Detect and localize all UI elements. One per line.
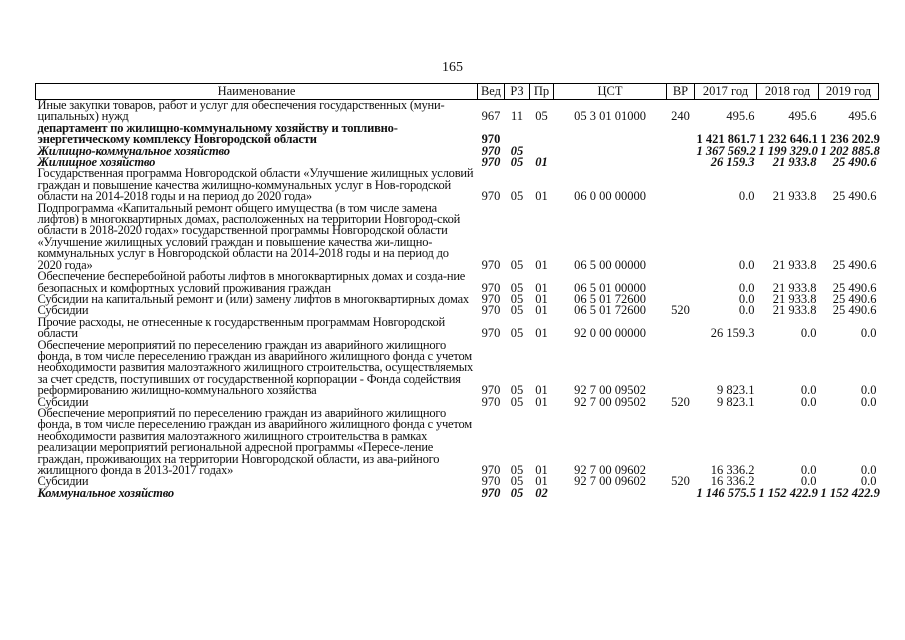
row-ved: 970 [481, 474, 501, 489]
row-ved: 970 [481, 132, 501, 147]
row-ved: 970 [481, 463, 501, 477]
row-2019: 25 490.6 [832, 280, 877, 295]
row-vr: 520 [671, 474, 690, 489]
row-ved: 970 [481, 189, 501, 204]
row-ved: 970 [481, 485, 501, 500]
row-2019: 1 152 422.9 [820, 485, 880, 500]
row-2019: 25 490.6 [832, 189, 877, 204]
row-rz: 05 [510, 257, 524, 272]
row-rz: 05 [510, 326, 524, 341]
row-rz: 05 [510, 155, 524, 170]
row-2018: 21 933.8 [772, 257, 817, 272]
row-pr: 01 [535, 189, 548, 204]
header-2017: 2017 год [695, 84, 757, 100]
row-2018: 0.0 [800, 474, 817, 489]
row-rz: 05 [510, 143, 524, 158]
header-2019: 2019 год [819, 84, 879, 100]
row-ved: 970 [481, 155, 501, 170]
table-row [36, 340, 879, 397]
row-ved: 970 [481, 394, 501, 409]
row-2019: 0.0 [860, 326, 877, 341]
row-name: Субсидии [37, 303, 89, 318]
row-pr: 01 [535, 326, 548, 341]
row-pr: 01 [535, 257, 548, 272]
row-cst: 06 0 00 00000 [574, 189, 646, 204]
row-vr [667, 408, 695, 476]
row-2018: 21 933.8 [772, 280, 817, 295]
row-vr [667, 271, 695, 294]
row-rz: 05 [510, 280, 524, 295]
header-name: Наименование [36, 84, 478, 100]
row-pr: 01 [535, 155, 548, 170]
row-rz: 05 [510, 485, 524, 500]
row-ved: 967 [481, 109, 501, 124]
table-row [36, 271, 879, 294]
row-vr [667, 157, 695, 168]
row-2017: 1 421 861.7 [696, 132, 756, 147]
row-ved: 970 [481, 291, 501, 306]
row-2019: 1 202 885.8 [820, 143, 880, 158]
row-2017: 16 336.2 [710, 474, 755, 489]
row-2018: 1 199 329.0 [758, 143, 818, 158]
row-cst: 06 5 01 72600 [574, 291, 646, 306]
header-cst: ЦСТ [554, 84, 667, 100]
row-vr [667, 317, 695, 340]
row-name: Субсидии [37, 474, 89, 489]
row-2017: 0.0 [738, 291, 755, 306]
row-2017: 0.0 [738, 189, 755, 204]
table-row [36, 123, 879, 146]
row-2017: 0.0 [738, 303, 755, 318]
row-2019: 0.0 [860, 474, 877, 489]
row-2019: 0.0 [860, 394, 877, 409]
row-vr [667, 168, 695, 202]
row-name: Подпрограмма «Капитальный ремонт общего имущества (в том числе замена лифтов) в многоквартирных домах, расположенных на территории Новгород-ской области в 2018-2020 годах» государственной программы Новгородской области «Улучшение жилищных условий граждан и повышение качества жи-лищно-коммунальных услуг в Новгородской области на 2014-2018 годы и на период до 2020 года» [37, 200, 461, 272]
page-number: 165 [442, 60, 463, 75]
row-name: Жилищно-коммунальное хозяйство [37, 143, 230, 158]
row-rz [505, 123, 530, 146]
header-2018: 2018 год [757, 84, 819, 100]
row-pr: 01 [535, 463, 548, 477]
row-2017: 9 823.1 [717, 394, 755, 409]
row-vr [667, 146, 695, 157]
row-2018: 495.6 [788, 109, 817, 124]
row-rz: 05 [510, 189, 524, 204]
row-cst [554, 488, 667, 499]
row-2019: 495.6 [848, 109, 877, 124]
row-name: Субсидии на капитальный ремонт и (или) замену лифтов в многоквартирных домах [37, 291, 469, 306]
row-ved: 970 [481, 257, 501, 272]
row-2019: 0.0 [860, 383, 877, 398]
row-pr: 01 [535, 303, 548, 318]
row-ved: 970 [481, 303, 501, 318]
row-pr: 01 [535, 394, 548, 409]
row-name: Коммунальное хозяйство [37, 485, 174, 500]
row-2018: 1 152 422.9 [758, 485, 818, 500]
row-vr: 520 [671, 303, 690, 318]
row-vr [667, 340, 695, 397]
row-rz: 05 [510, 463, 524, 477]
row-name: Государственная программа Новгородской области «Улучшение жилищных условий граждан и повышение качества жилищно-коммунальных услуг в Нов-городской области на 2014-2018 годы и на период до 2020 года» [37, 166, 474, 204]
row-2017: 16 336.2 [710, 463, 755, 477]
row-vr [667, 203, 695, 271]
row-2018: 21 933.8 [772, 291, 817, 306]
row-name: Жилищное хозяйство [37, 155, 156, 170]
row-rz: 05 [510, 383, 524, 398]
row-2018: 21 933.8 [772, 155, 817, 170]
row-2018: 21 933.8 [772, 303, 817, 318]
row-2018: 21 933.8 [772, 189, 817, 204]
row-2019: 25 490.6 [832, 303, 877, 318]
row-2019: 25 490.6 [832, 155, 877, 170]
row-name: департамент по жилищно-коммунальному хозяйству и топливно-энергетическому комплексу Новгородской области [37, 120, 398, 147]
row-2017: 26 159.3 [710, 155, 755, 170]
row-cst: 06 5 00 00000 [574, 257, 646, 272]
row-name: Субсидии [37, 394, 89, 409]
row-pr: 01 [535, 474, 548, 489]
table-row [36, 168, 879, 202]
table-row [36, 100, 879, 123]
row-rz: 05 [510, 474, 524, 489]
row-cst: 92 7 00 09502 [574, 394, 646, 409]
row-name: Обеспечение мероприятий по переселению граждан из аварийного жилищного фонда, в том числе переселению граждан из аварийного жилищного фонда с учетом необходимости развития малоэтажного жилищного строительства, осуществляемых за счет средств, поступивших от государственной корпорации - Фонда содействия реформированию жилищно-коммунального хозяйства [37, 337, 474, 398]
row-name: Обеспечение мероприятий по переселению граждан из аварийного жилищного фонда, в том числе переселению граждан из аварийного жилищного фонда с учетом необходимости развития малоэтажного жилищного строительства в рамках реализации мероприятий региональной адресной программы «Пересе-ление граждан, проживающих на территории Новгородской области, из ава-рийного жилищного фонда в 2013-2017 годах» [37, 405, 473, 477]
row-cst: 92 7 00 09502 [574, 383, 646, 398]
row-2018: 0.0 [800, 463, 817, 477]
row-cst [554, 123, 667, 146]
table-row [36, 408, 879, 476]
row-rz: 05 [510, 303, 524, 318]
row-2017: 1 367 569.2 [696, 143, 756, 158]
row-2017: 26 159.3 [710, 326, 755, 341]
table-row [36, 203, 879, 271]
header-vr: ВР [667, 84, 695, 100]
header-ved: Вед [478, 84, 505, 100]
row-pr: 01 [535, 280, 548, 295]
row-2017: 0.0 [738, 257, 755, 272]
header-pr: Пр [530, 84, 554, 100]
row-vr: 520 [671, 394, 690, 409]
row-pr [530, 123, 554, 146]
row-2018: 0.0 [800, 394, 817, 409]
row-name: Прочие расходы, не отнесенные к государственным программам Новгородской области [37, 314, 446, 341]
row-2017: 0.0 [738, 280, 755, 295]
budget-table [35, 83, 879, 499]
row-vr [667, 123, 695, 146]
row-2019: 25 490.6 [832, 257, 877, 272]
row-cst: 05 3 01 01000 [574, 109, 646, 124]
row-vr: 240 [671, 109, 690, 124]
row-ved: 970 [481, 326, 501, 341]
row-pr: 01 [535, 291, 548, 306]
table-row [36, 488, 879, 499]
row-2017: 1 146 575.5 [696, 485, 756, 500]
row-2019: 25 490.6 [832, 291, 877, 306]
row-name: Иные закупки товаров, работ и услуг для обеспечения государственных (муни-ципальных) нужд [37, 98, 445, 124]
row-rz: 05 [510, 394, 524, 409]
header-rz: РЗ [505, 84, 530, 100]
row-cst [554, 157, 667, 168]
row-cst: 06 5 01 00000 [574, 280, 646, 295]
row-pr: 02 [535, 485, 548, 500]
row-2017: 9 823.1 [717, 383, 755, 398]
row-2017: 495.6 [726, 109, 755, 124]
row-cst [554, 146, 667, 157]
row-2019: 1 236 202.9 [820, 132, 880, 147]
row-rz: 05 [510, 291, 524, 306]
row-pr: 05 [535, 109, 548, 124]
row-cst: 92 0 00 00000 [574, 326, 646, 341]
row-cst: 06 5 01 72600 [574, 303, 646, 318]
row-ved: 970 [481, 143, 501, 158]
row-ved: 970 [481, 383, 501, 398]
row-name: Обеспечение бесперебойной работы лифтов в многоквартирных домах и созда-ние безопасных и комфортных условий проживания граждан [37, 269, 466, 295]
row-2019: 0.0 [860, 463, 877, 477]
row-2018: 0.0 [800, 383, 817, 398]
row-cst: 92 7 00 09602 [574, 474, 646, 489]
row-vr [667, 488, 695, 499]
row-rz: 11 [510, 109, 524, 124]
table-row [36, 317, 879, 340]
row-2018: 1 232 646.1 [758, 132, 818, 147]
row-pr: 01 [535, 383, 548, 398]
row-cst: 92 7 00 09602 [574, 463, 646, 477]
row-2018: 0.0 [800, 326, 817, 341]
row-ved: 970 [481, 280, 501, 295]
